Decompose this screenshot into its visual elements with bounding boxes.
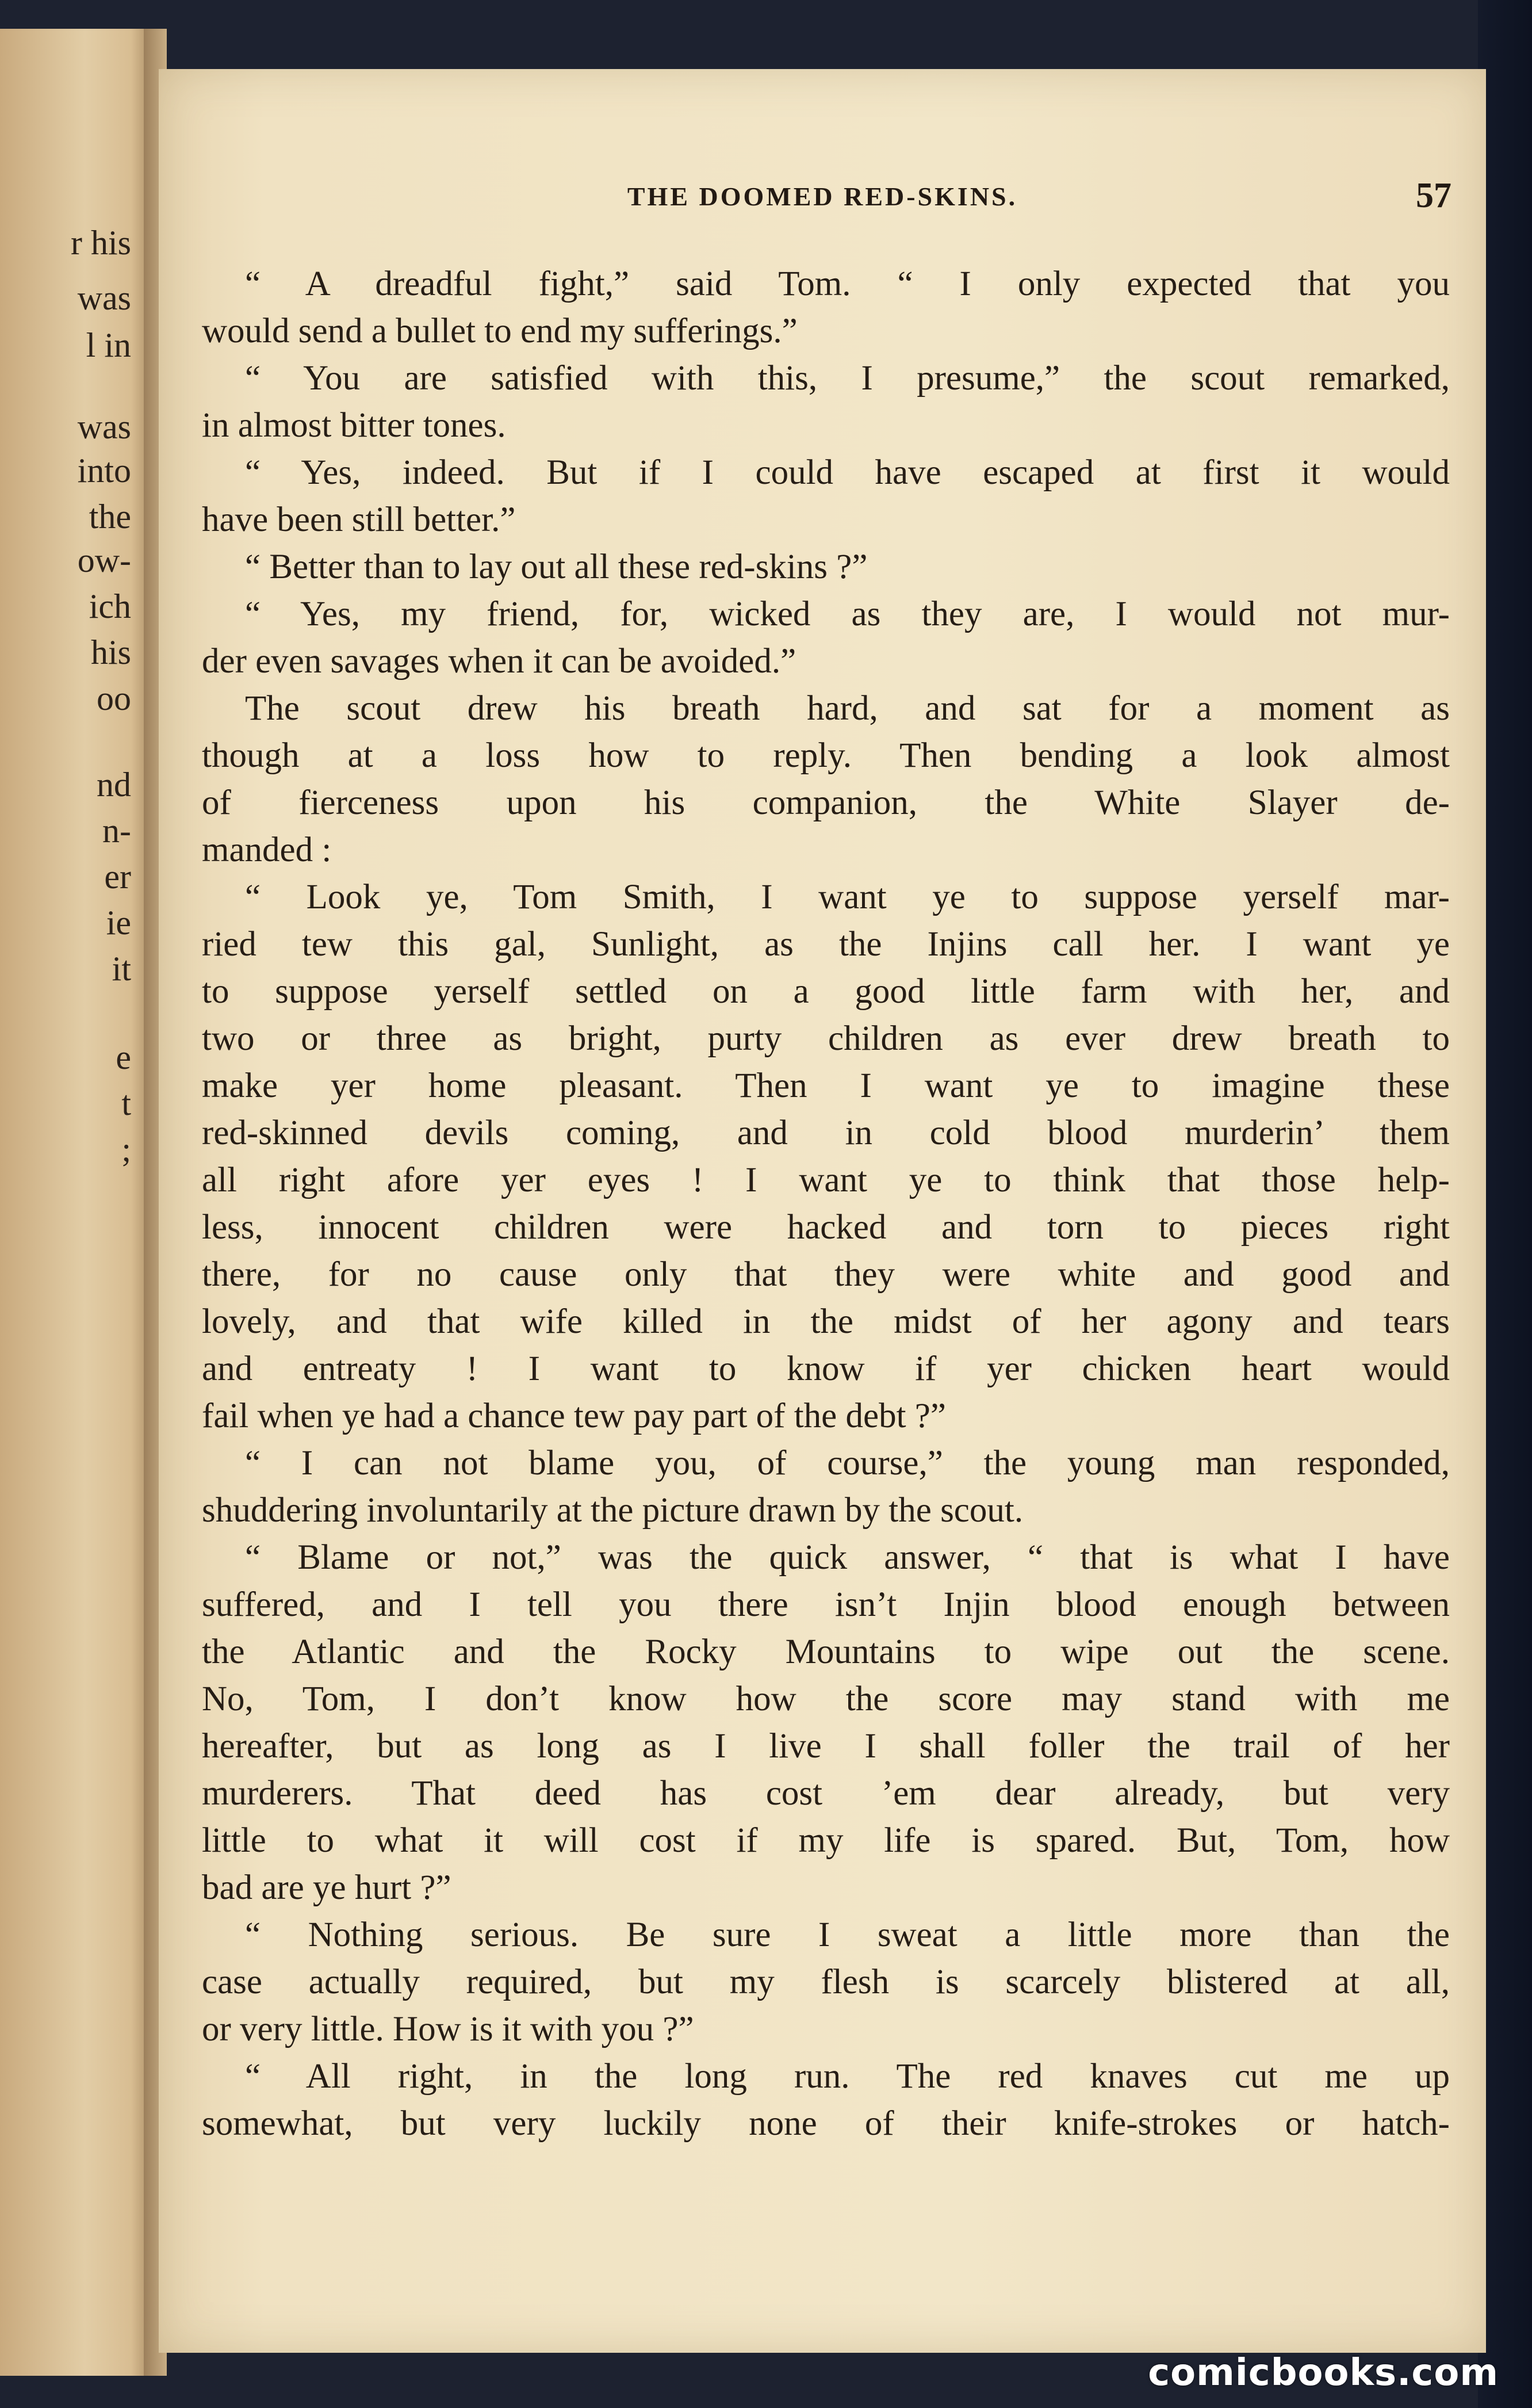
- text-line: “ Nothing serious. Be sure I sweat a little more than the: [245, 1916, 1450, 1954]
- text-line: though at a loss how to reply. Then bending a look almost: [202, 736, 1450, 775]
- facing-page-text-fragment: oo: [97, 679, 131, 717]
- text-line: and entreaty ! I want to know if yer chicken heart would: [202, 1350, 1450, 1388]
- text-line: case actually required, but my flesh is scarcely blistered at all,: [202, 1963, 1450, 2001]
- text-line: in almost bitter tones.: [202, 406, 506, 445]
- text-line: little to what it will cost if my life is spared. But, Tom, how: [202, 1821, 1450, 1860]
- text-line: No, Tom, I don’t know how the score may stand with me: [202, 1680, 1450, 1718]
- text-line: The scout drew his breath hard, and sat for a moment as: [245, 689, 1450, 728]
- text-line: of fierceness upon his companion, the White Slayer de-: [202, 783, 1450, 822]
- text-line: “ All right, in the long run. The red knaves cut me up: [245, 2057, 1450, 2096]
- facing-page-text-fragment: nd: [97, 766, 131, 804]
- facing-page-text-fragment: l in: [86, 326, 131, 364]
- text-line: bad are ye hurt ?”: [202, 1868, 451, 1907]
- text-line: “ Better than to lay out all these red-skins ?”: [245, 548, 868, 586]
- body-text: [202, 261, 1450, 2147]
- text-line: have been still better.”: [202, 500, 516, 539]
- facing-page-text-fragment: was: [77, 279, 131, 317]
- text-line: the Atlantic and the Rocky Mountains to wipe out the scene.: [202, 1633, 1450, 1671]
- text-line: suffered, and I tell you there isn’t Injin blood enough between: [202, 1585, 1450, 1624]
- running-head: THE DOOMED RED-SKINS.: [627, 182, 1018, 211]
- page-number: 57: [1416, 176, 1451, 215]
- facing-page-text-fragment: it: [112, 950, 131, 988]
- text-line: manded :: [202, 831, 332, 869]
- text-line: would send a bullet to end my sufferings.”: [202, 312, 798, 350]
- text-line: ried tew this gal, Sunlight, as the Injins call her. I want ye: [202, 925, 1450, 964]
- text-line: murderers. That deed has cost ’em dear already, but very: [202, 1774, 1450, 1813]
- text-line: “ Blame or not,” was the quick answer, “ that is what I have: [245, 1538, 1450, 1577]
- text-line: “ I can not blame you, of course,” the young man responded,: [245, 1444, 1450, 1482]
- facing-page-text-fragment: t: [121, 1084, 131, 1122]
- text-line: make yer home pleasant. Then I want ye to imagine these: [202, 1067, 1450, 1105]
- text-line: “ Yes, my friend, for, wicked as they are, I would not mur-: [245, 595, 1450, 633]
- facing-page-edge: [0, 29, 154, 2376]
- text-line: shuddering involuntarily at the picture drawn by the scout.: [202, 1491, 1024, 1530]
- book-page: [159, 69, 1486, 2353]
- text-line: less, innocent children were hacked and torn to pieces right: [202, 1208, 1450, 1247]
- text-line: lovely, and that wife killed in the midst of her agony and tears: [202, 1302, 1450, 1341]
- text-line: there, for no cause only that they were white and good and: [202, 1255, 1450, 1294]
- text-line: “ You are satisfied with this, I presume,” the scout remarked,: [245, 359, 1450, 397]
- facing-page-text-fragment: er: [104, 858, 131, 896]
- text-line: fail when ye had a chance tew pay part of the debt ?”: [202, 1397, 946, 1435]
- facing-page-text-fragment: the: [89, 498, 131, 536]
- text-line: hereafter, but as long as I live I shall foller the trail of her: [202, 1727, 1450, 1765]
- facing-page-text-fragment: was: [77, 408, 131, 446]
- watermark: comicbooks.com: [1148, 2352, 1499, 2394]
- text-line: “ A dreadful fight,” said Tom. “ I only expected that you: [245, 265, 1450, 303]
- text-line: der even savages when it can be avoided.”: [202, 642, 796, 681]
- text-line: or very little. How is it with you ?”: [202, 2010, 694, 2048]
- text-line: all right afore yer eyes ! I want ye to think that those help-: [202, 1161, 1450, 1199]
- backdrop: [1478, 0, 1532, 2408]
- text-line: red-skinned devils coming, and in cold blood murderin’ them: [202, 1114, 1450, 1152]
- facing-page-text-fragment: ie: [106, 904, 131, 942]
- facing-page-text-fragment: ow-: [77, 541, 131, 579]
- facing-page-text-fragment: ich: [89, 587, 131, 625]
- text-line: “ Look ye, Tom Smith, I want ye to suppose yerself mar-: [245, 878, 1450, 916]
- text-line: somewhat, but very luckily none of their knife-strokes or hatch-: [202, 2104, 1450, 2143]
- facing-page-text-fragment: r his: [71, 224, 131, 262]
- text-line: to suppose yerself settled on a good little farm with her, and: [202, 972, 1450, 1011]
- facing-page-text-fragment: ;: [121, 1130, 131, 1168]
- facing-page-text-fragment: into: [77, 452, 131, 490]
- facing-page-text-fragment: n-: [102, 812, 131, 850]
- text-line: “ Yes, indeed. But if I could have escaped at first it would: [245, 453, 1450, 492]
- facing-page-text-fragment: e: [116, 1038, 131, 1076]
- text-line: two or three as bright, purty children as ever drew breath to: [202, 1019, 1450, 1058]
- facing-page-text-fragment: his: [90, 633, 131, 671]
